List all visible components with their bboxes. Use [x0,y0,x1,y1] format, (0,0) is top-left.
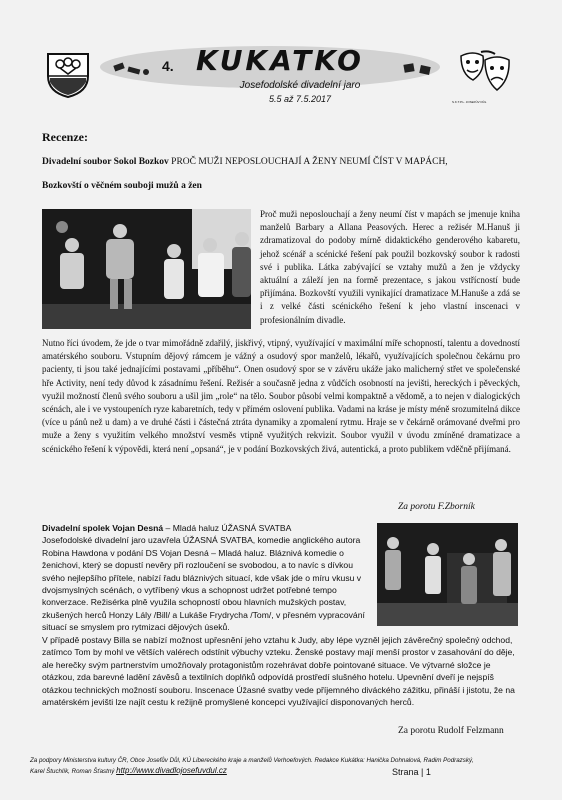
footer-credits-line: Za podpory Ministerstva kultury ČR, Obce Josefův Důl, KÚ Libereckého kraje a manželů Verhoefových. Redakce Kukátka: Hanička Dohnalová, Radim Podrazský, [30,757,474,764]
footer-credits [30,756,530,777]
review-paragraph: Proč muži neposlouchají a ženy neumí číst v mapách se jmenuje kniha manželů Barbary a Allana Peasových. Herec a režisér M.Hanuš ji zdramatizoval do podoby mírně didaktického genderového kabaretu, jehož scénář a scénické řešení pak použil bozkovský soubor k radosti své i publika. Látka zabývající se vztahy mužů a žen je vždycky aktuální a záleží jen na formě prezentace, s jakou vstřícností bude přijímána. Bozkovští využili vynikající dramatizace M.Hanuše a zdá se i z velké části scénického řešení k jeho vlastní inscenaci v profesionálním divadle. [260,209,520,325]
review-subheading: Bozkovští o věčném souboji mužů a žen [42,181,202,191]
footer-credits-line: Karel Štuchlík, Roman Šťastný [30,768,115,775]
newsletter-title: KUKATKO [196,44,364,77]
municipal-crest-icon [46,52,90,98]
festival-name: Josefodolské divadelní jaro [239,80,361,91]
theatre-props-icon [112,58,152,80]
review2-paragraph [42,522,374,634]
logo-caption: S.K.T.P.L. JOSEFŮV DŮL [452,100,487,104]
play-title: – Mladá haluz ÚŽASNÁ SVATBA [163,523,292,533]
company-name: Divadelní spolek Vojan Desná [42,523,164,533]
festival-dates: 5.5 až 7.5.2017 [268,94,332,104]
stage-photo-desna [377,523,518,626]
issue-number: 4. [162,58,174,74]
review-play-line [42,157,448,167]
website-link[interactable]: http://www.divadlojosefuvdul.cz [116,766,227,775]
review2-paragraph: V případě postavy Billa se nabízí možnost upřesnění jeho vztahu k Judy, aby lépe vyzněl jejich závěrečný společný odchod, zatímco Tom by mohl ve větších valérech odstínit výbuchy vzteku. Ženské postavy mají menší prostor v zasahování do děje, ale herečky svým partnerstvím umožňovaly protagonistům rozehrávat dobře pointované situace. Ve výtvarné složce je otázkou, zda barevné ladění závěsů a textilních doplňků odpovídá prostředí slušného hotelu. Upevnění dveří je nejspíš otázkou technických možností souboru. Inscenace Úžasné svatby vede příjemného diváckého zážitku, přináší i jistotu, že na amatérském jevišti lze najít cestu k režijně promyšlené koncepci využívající disponovaných herců. [42,635,515,708]
review-signature: Za porotu Rudolf Felzmann [398,726,504,736]
review-signature: Za porotu F.Zborník [398,502,475,512]
stage-photo-bozkov [42,209,251,329]
review-paragraph: Nutno říci úvodem, že jde o tvar mimořádně zdařilý, jiskřivý, vtipný, využívající v maximální míře schopností, talentu a dovedností amatérského souboru. Vstupním dějový rámcem je vážný a osudový spor manželů, lékařů, využívajících společnou čekárnu pro pacienty, ti jsou také jednajícími postavami „příběhu“. Onen osudový spor se v závěru ukáže jako malicherný střet ve společenské hře Activity, není tedy důvod k zásadnímu řešení. Režisér a současně jedna z vůdčích osobností na jevišti, hereckých i pěveckých, využil možností členů svého souboru a ušil jim „role“ na tělo. Soubor působí velmi kompaktně a vědomě, a to nejen v dialogických scénách, ale i ve vystoupeních ryze kabaretních, tedy v přímém oslovení publika. Vadami na kráse je místy méně srozumitelná dikce (více u pánů než u dam) a ve druhé části i částečná ztráta dynamiky a zpomalení rytmu. Hraje se v čekárně orámované dveřmi pro muže a ženy s využitím velkého množství vesměs vtipně využitých rekvizit. Soubor využil v úvodu zmíněné dramatizace a scénického řešení k výpovědi, která není „opsaná“, je v podání Bozkovských živá, autentická, a proto publikem vděčně přijímaná. [42,338,520,454]
company-name: Divadelní soubor Sokol Bozkov [42,157,169,167]
section-heading: Recenze: [42,130,88,144]
theatre-props-icon [400,58,436,80]
page-number: Strana | 1 [392,767,431,777]
theatre-masks-logo [455,50,513,100]
play-title: PROČ MUŽI NEPOSLOUCHAJÍ A ŽENY NEUMÍ ČÍST V MAPÁCH, [171,157,448,167]
review2-text: Josefodolské divadelní jaro uzavřela ÚŽASNÁ SVATBA, komedie anglického autora Robina Hawdona v podání DS Vojan Desná – Mladá haluz. Bláznivá komedie o ženichovi, který se dopustí nevěry při rozloučení se svobodou, a to navíc s dívkou svého nejlepšího přítele, nabízí řadu bláznivých situací, kde však jde o míru vkusu v dvojsmyslných scénách, o vytříbený vkus a schopnost udržet potřebné tempo konverzace. Režisérka plně využila schopností obou hlavních mužských postav, zkušených herců Honzy Lály /Bill/ a Lukáše Frydrycha /Tom/, v přesném vypracování situací se smyslem pro rytmizaci dějových úseků. [42,535,365,633]
